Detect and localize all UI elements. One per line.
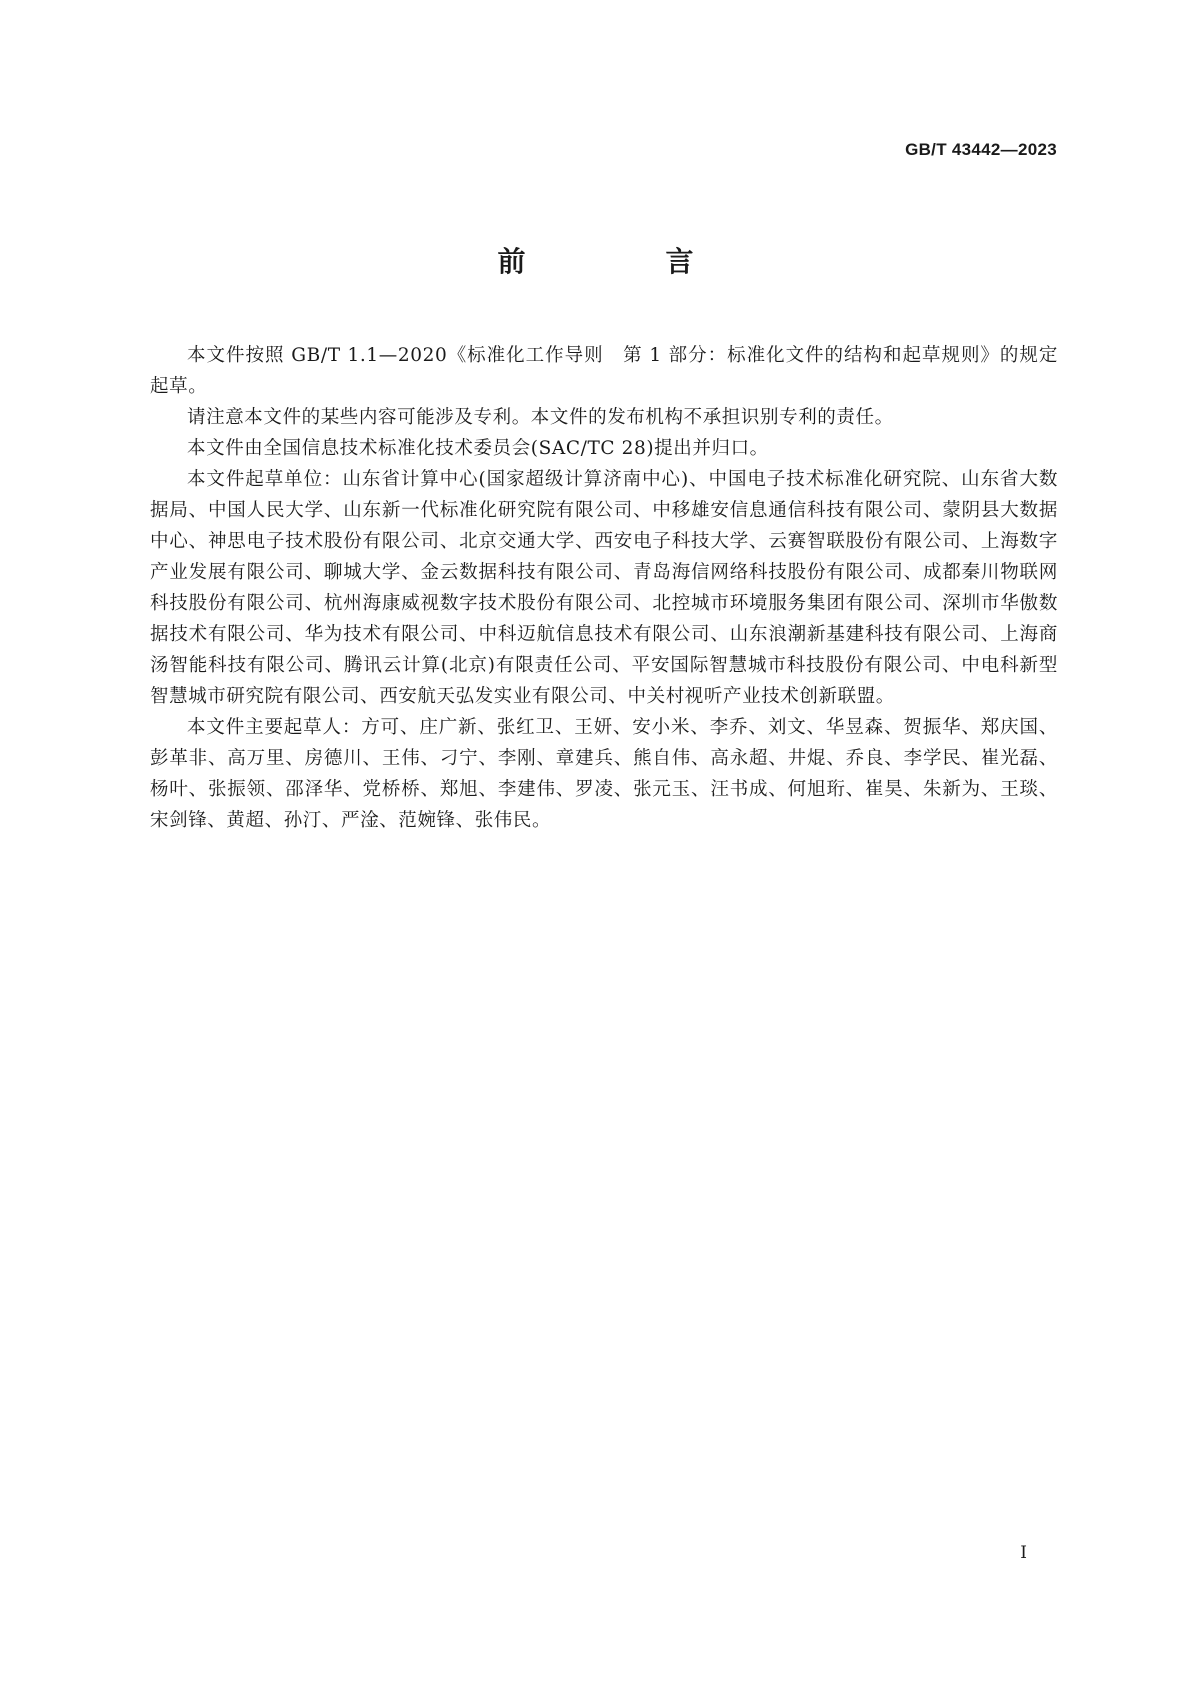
paragraph-drafting-rules: 本文件按照 GB/T 1.1—2020《标准化工作导则 第 1 部分：标准化文件的结构和起草规则》的规定起草。 — [150, 345, 1058, 397]
page-title: 前 言 — [497, 245, 750, 278]
paragraph-patent-notice: 请注意本文件的某些内容可能涉及专利。本文件的发布机构不承担识别专利的责任。 — [187, 407, 894, 428]
page-number: I — [1020, 1543, 1027, 1563]
foreword-body — [150, 340, 1058, 836]
paragraph-proposer: 本文件由全国信息技术标准化技术委员会(SAC/TC 28)提出并归口。 — [187, 438, 769, 459]
paragraph-drafting-units: 本文件起草单位：山东省计算中心(国家超级计算济南中心)、中国电子技术标准化研究院、山东省大数据局、中国人民大学、山东新一代标准化研究院有限公司、中移雄安信息通信科技有限公司、蒙阴县大数据中心、神思电子技术股份有限公司、北京交通大学、西安电子科技大学、云赛智联股份有限公司、上海数字产业发展有限公司、聊城大学、金云数据科技有限公司、青岛海信网络科技股份有限公司、成都秦川物联网科技股份有限公司、杭州海康威视数字技术股份有限公司、北控城市环境服务集团有限公司、深圳市华傲数据技术有限公司、华为技术有限公司、中科迈航信息技术有限公司、山东浪潮新基建科技有限公司、上海商汤智能科技有限公司、腾讯云计算(北京)有限责任公司、平安国际智慧城市科技股份有限公司、中电科新型智慧城市研究院有限公司、西安航天弘发实业有限公司、中关村视听产业技术创新联盟。 — [150, 469, 1058, 707]
paragraph-drafters: 本文件主要起草人：方可、庄广新、张红卫、王妍、安小米、李乔、刘文、华昱森、贺振华、郑庆国、彭革非、高万里、房德川、王伟、刁宁、李刚、章建兵、熊自伟、高永超、井焜、乔良、李学民、崔光磊、杨叶、张振领、邵泽华、党桥桥、郑旭、李建伟、罗凌、张元玉、汪书成、何旭珩、崔昊、朱新为、王琰、宋剑锋、黄超、孙汀、严淦、范婉锋、张伟民。 — [150, 717, 1058, 831]
standard-code: GB/T 43442—2023 — [905, 140, 1057, 159]
